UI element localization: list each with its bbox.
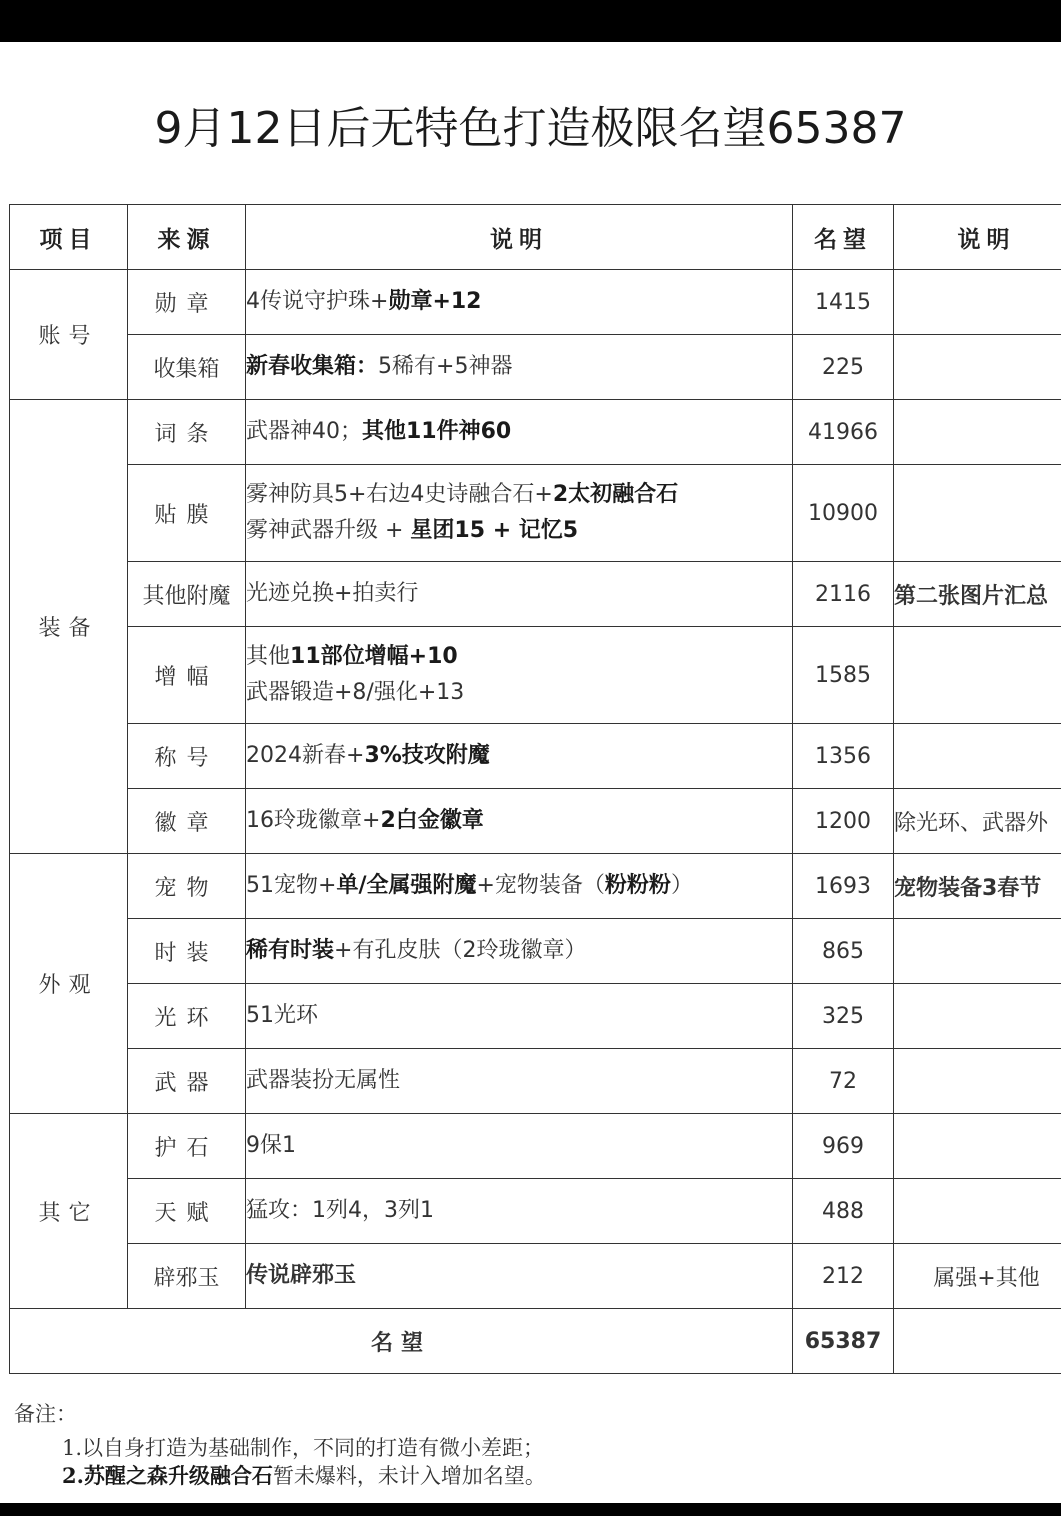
table-row [10,335,1061,400]
row-note [894,335,1061,400]
header-fame: 名望 [793,205,894,270]
top-black-bar [0,0,1061,42]
row-note: 宠物装备3春节 [894,854,1061,919]
section-equipment: 装备 [10,400,128,854]
row-fame: 212 [793,1244,894,1309]
table-row [10,465,1061,562]
row-desc: 9保1 [246,1114,793,1179]
row-source: 徽章 [128,789,246,854]
row-desc: 4传说守护珠+勋章+12 [246,270,793,335]
table-row [10,724,1061,789]
header-source: 来源 [128,205,246,270]
row-source: 天赋 [128,1179,246,1244]
remarks-heading: 备注： [14,1402,77,1426]
row-fame: 225 [793,335,894,400]
table-row [10,854,1061,919]
row-source: 宠物 [128,854,246,919]
row-fame: 1585 [793,627,894,724]
row-fame: 1693 [793,854,894,919]
row-source: 时装 [128,919,246,984]
table-row [10,1049,1061,1114]
row-source: 称号 [128,724,246,789]
header-desc: 说明 [246,205,793,270]
row-source: 护石 [128,1114,246,1179]
row-desc: 新春收集箱：5稀有+5神器 [246,335,793,400]
header-note: 说明 [894,205,1061,270]
row-note: 属强+其他 [894,1244,1061,1309]
table-row [10,984,1061,1049]
row-desc: 51宠物+单/全属强附魔+宠物装备（粉粉粉） [246,854,793,919]
table-row [10,919,1061,984]
row-note [894,724,1061,789]
row-source: 辟邪玉 [128,1244,246,1309]
row-fame: 488 [793,1179,894,1244]
row-note [894,627,1061,724]
row-fame: 41966 [793,400,894,465]
row-source: 光环 [128,984,246,1049]
total-row [10,1309,1061,1374]
row-note [894,465,1061,562]
fame-table [9,204,1061,1374]
table-row [10,1179,1061,1244]
row-desc: 2024新春+3%技攻附魔 [246,724,793,789]
row-source: 勋章 [128,270,246,335]
table-row [10,789,1061,854]
row-note [894,919,1061,984]
row-desc: 武器装扮无属性 [246,1049,793,1114]
row-source: 贴膜 [128,465,246,562]
section-account: 账号 [10,270,128,400]
row-note [894,270,1061,335]
row-note [894,1114,1061,1179]
row-source: 武器 [128,1049,246,1114]
row-fame: 10900 [793,465,894,562]
remarks-line-2: 2.苏醒之森升级融合石暂未爆料，未计入增加名望。 [62,1463,546,1488]
total-value: 65387 [793,1309,894,1374]
row-fame: 865 [793,919,894,984]
row-desc: 其他11部位增幅+10 武器锻造+8/强化+13 [246,627,793,724]
row-fame: 1356 [793,724,894,789]
header-item: 项目 [10,205,128,270]
table-row [10,627,1061,724]
row-source: 其他附魔 [128,562,246,627]
row-fame: 325 [793,984,894,1049]
row-source: 词条 [128,400,246,465]
row-fame: 1200 [793,789,894,854]
total-label: 名望 [10,1309,793,1374]
row-note [894,1049,1061,1114]
bottom-black-bar [0,1503,1061,1516]
table-row [10,270,1061,335]
row-note: 第二张图片汇总 [894,562,1061,627]
total-note [894,1309,1061,1374]
row-fame: 969 [793,1114,894,1179]
table-row [10,1114,1061,1179]
row-source: 增幅 [128,627,246,724]
row-desc: 雾神防具5+右边4史诗融合石+2太初融合石 雾神武器升级 + 星团15 + 记忆5 [246,465,793,562]
row-note [894,984,1061,1049]
row-desc: 稀有时装+有孔皮肤（2玲珑徽章） [246,919,793,984]
section-appearance: 外观 [10,854,128,1114]
row-note [894,1179,1061,1244]
table-row [10,562,1061,627]
row-desc: 猛攻：1列4，3列1 [246,1179,793,1244]
table-row [10,400,1061,465]
row-note: 除光环、武器外 [894,789,1061,854]
row-fame: 2116 [793,562,894,627]
section-other: 其它 [10,1114,128,1309]
row-fame: 1415 [793,270,894,335]
remarks-line-1: 1.以自身打造为基础制作，不同的打造有微小差距； [62,1436,545,1460]
row-source: 收集箱 [128,335,246,400]
page-title: 9月12日后无特色打造极限名望65387 [154,103,907,154]
row-desc: 武器神40；其他11件神60 [246,400,793,465]
row-desc: 光迹兑换+拍卖行 [246,562,793,627]
row-desc: 51光环 [246,984,793,1049]
row-desc: 传说辟邪玉 [246,1244,793,1309]
row-note [894,400,1061,465]
table-row [10,1244,1061,1309]
row-desc: 16玲珑徽章+2白金徽章 [246,789,793,854]
row-fame: 72 [793,1049,894,1114]
